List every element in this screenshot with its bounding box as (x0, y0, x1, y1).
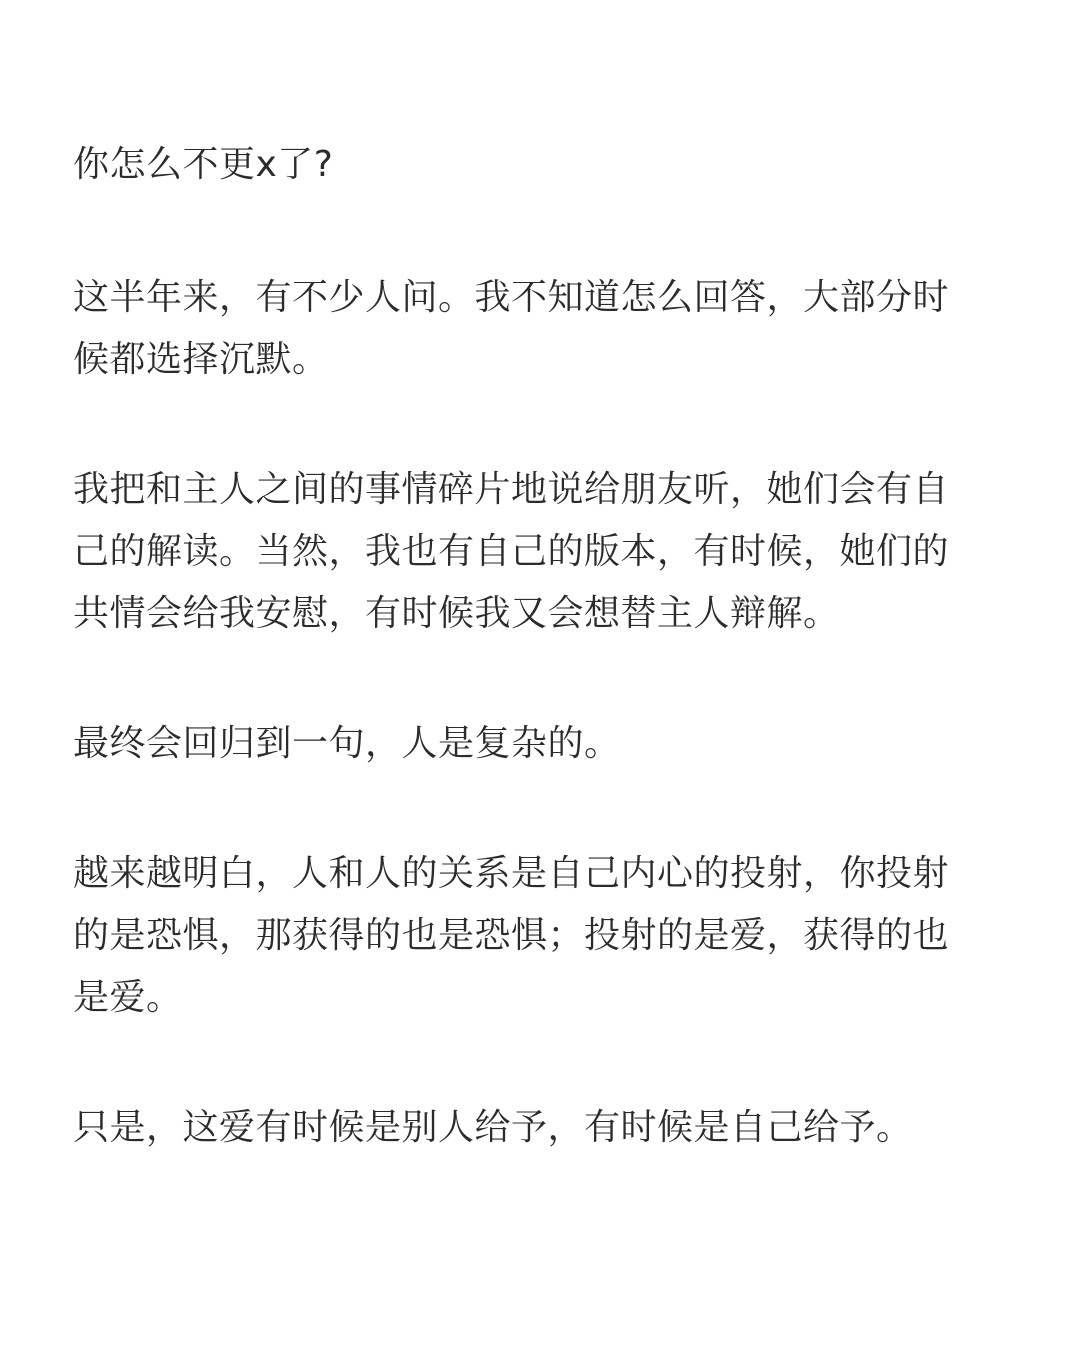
text-line: 你怎么不更x了? (73, 144, 334, 185)
text-line: 只是，这爱有时候是别人给予，有时候是自己给予。 (73, 1107, 913, 1148)
paragraph (73, 459, 1013, 645)
paragraph (73, 1097, 1013, 1159)
article-heading-question (73, 134, 1013, 196)
paragraph (73, 843, 1013, 1029)
text-line: 最终会回归到一句，人是复杂的。 (73, 723, 621, 764)
text-line: 共情会给我安慰，有时候我又会想替主人辩解。 (73, 593, 840, 634)
paragraph (73, 713, 1013, 775)
text-line: 我把和主人之间的事情碎片地说给朋友听，她们会有自 (73, 469, 950, 510)
text-line: 这半年来，有不少人问。我不知道怎么回答，大部分时 (73, 277, 950, 318)
text-line: 己的解读。当然，我也有自己的版本，有时候，她们的 (73, 531, 950, 572)
text-line: 是爱。 (73, 977, 183, 1018)
paragraph (73, 267, 1013, 391)
text-line: 候都选择沉默。 (73, 339, 329, 380)
text-line: 的是恐惧，那获得的也是恐惧；投射的是爱，获得的也 (73, 915, 950, 956)
text-line: 越来越明白，人和人的关系是自己内心的投射，你投射 (73, 853, 950, 894)
